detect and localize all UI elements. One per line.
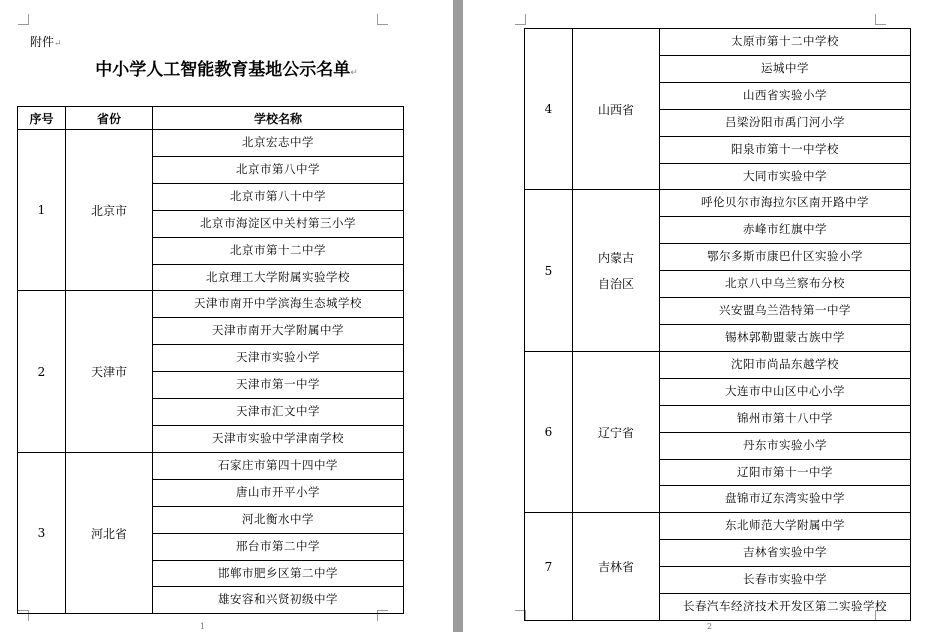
school-table-page-1	[17, 106, 404, 614]
school-name-cell: 北京理工大学附属实验学校	[153, 264, 404, 291]
page-number: 1	[200, 622, 206, 631]
school-name-cell: 阳泉市第十一中学校	[660, 136, 911, 163]
header-school-name: 学校名称	[153, 107, 404, 130]
school-name-cell: 石家庄市第四十四中学	[153, 452, 404, 479]
table-row	[525, 29, 911, 56]
province-line: 自治区	[597, 276, 634, 291]
page-number: 2	[707, 622, 713, 631]
table-row	[525, 190, 911, 217]
table-row	[525, 351, 911, 378]
school-name-cell: 呼伦贝尔市海拉尔区南开路中学	[660, 190, 911, 217]
school-name-cell: 北京宏志中学	[153, 130, 404, 157]
school-name-cell: 大连市中山区中心小学	[660, 378, 911, 405]
school-name-cell: 邯郸市肥乡区第二中学	[153, 560, 404, 587]
school-name-cell: 山西省实验小学	[660, 82, 911, 109]
row-number: 6	[525, 351, 573, 512]
school-name-cell: 河北衡水中学	[153, 506, 404, 533]
school-name-cell: 东北师范大学附属中学	[660, 513, 911, 540]
province-cell: 山西省	[573, 29, 660, 190]
school-name-cell: 天津市南开大学附属中学	[153, 318, 404, 345]
school-name-cell: 盘锦市辽东湾实验中学	[660, 486, 911, 513]
province-cell: 吉林省	[573, 513, 660, 621]
school-name-cell: 天津市南开中学滨海生态城学校	[153, 291, 404, 318]
attachment-label: 附件↵	[30, 35, 62, 49]
school-name-cell: 长春汽车经济技术开发区第二实验学校	[660, 594, 911, 621]
school-name-cell: 吕梁汾阳市禹门河小学	[660, 109, 911, 136]
school-name-cell: 兴安盟乌兰浩特第一中学	[660, 298, 911, 325]
school-name-cell: 吉林省实验中学	[660, 540, 911, 567]
province-cell: 河北省	[66, 452, 153, 613]
school-name-cell: 天津市第一中学	[153, 372, 404, 399]
school-name-cell: 运城中学	[660, 55, 911, 82]
header-province: 省份	[66, 107, 153, 130]
table-row	[525, 513, 911, 540]
province-line: 内蒙古	[597, 250, 634, 265]
crop-mark	[377, 14, 388, 25]
row-number: 2	[18, 291, 66, 452]
crop-mark	[515, 14, 526, 25]
school-name-cell: 北京市第十二中学	[153, 237, 404, 264]
school-name-cell: 北京市第八十中学	[153, 183, 404, 210]
school-name-cell: 大同市实验中学	[660, 163, 911, 190]
school-name-cell: 丹东市实验小学	[660, 432, 911, 459]
school-name-cell: 邢台市第二中学	[153, 533, 404, 560]
document-page-2	[463, 0, 925, 632]
table-row	[18, 130, 404, 157]
school-name-cell: 北京市海淀区中关村第三小学	[153, 210, 404, 237]
school-name-cell: 沈阳市尚品东越学校	[660, 351, 911, 378]
school-name-cell: 锡林郭勒盟蒙古族中学	[660, 324, 911, 351]
province-cell	[573, 190, 660, 351]
crop-mark	[875, 14, 886, 25]
school-name-cell: 辽阳市第十一中学	[660, 459, 911, 486]
school-name-cell: 锦州市第十八中学	[660, 405, 911, 432]
school-name-cell: 天津市汇文中学	[153, 399, 404, 426]
school-name-cell: 赤峰市红旗中学	[660, 217, 911, 244]
school-name-cell: 北京市第八中学	[153, 156, 404, 183]
document-page-1	[0, 0, 453, 632]
province-cell: 辽宁省	[573, 351, 660, 512]
school-name-cell: 鄂尔多斯市康巴什区实验小学	[660, 244, 911, 271]
row-number: 4	[525, 29, 573, 190]
document-title: 中小学人工智能教育基地公示名单↵	[95, 60, 358, 80]
school-name-cell: 雄安容和兴贤初级中学	[153, 587, 404, 614]
table-header-row	[18, 107, 404, 130]
school-name-cell: 北京八中乌兰察布分校	[660, 271, 911, 298]
row-number: 7	[525, 513, 573, 621]
school-name-cell: 唐山市开平小学	[153, 479, 404, 506]
header-number: 序号	[18, 107, 66, 130]
row-number: 3	[18, 452, 66, 613]
crop-mark	[18, 14, 29, 25]
school-table-page-2	[524, 28, 911, 621]
row-number: 1	[18, 130, 66, 291]
row-number: 5	[525, 190, 573, 351]
school-name-cell: 太原市第十二中学校	[660, 29, 911, 56]
school-name-cell: 天津市实验中学津南学校	[153, 425, 404, 452]
school-name-cell: 长春市实验中学	[660, 567, 911, 594]
school-name-cell: 天津市实验小学	[153, 345, 404, 372]
table-row	[18, 452, 404, 479]
province-cell: 北京市	[66, 130, 153, 291]
province-cell: 天津市	[66, 291, 153, 452]
table-row	[18, 291, 404, 318]
page-gap	[453, 0, 463, 632]
